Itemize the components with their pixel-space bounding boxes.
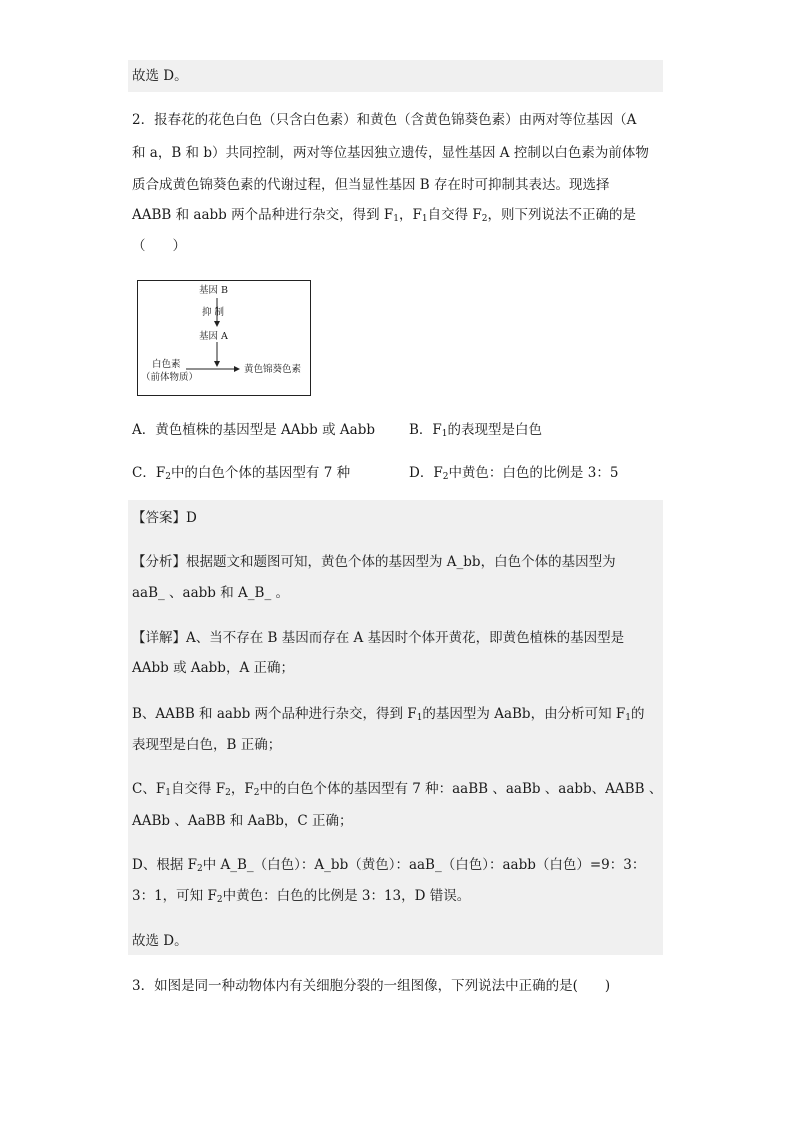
- answer-label: 【答案】: [132, 510, 186, 526]
- question2-line3: 质合成黄色锦葵色素的代谢过程，但当显性基因 B 存在时可抑制其表达。现选择: [132, 177, 610, 193]
- analysis-label: 【分析】: [132, 554, 186, 570]
- pathway-diagram: [137, 280, 311, 396]
- option-b: B．$F_1$的表现型是白色: [409, 422, 543, 439]
- answer-conclusion: 故选 D。: [132, 933, 188, 949]
- option-c: C．$F_2$中的白色个体的基因型有 7 种: [132, 465, 351, 482]
- prev-conclusion: 故选 D。: [132, 68, 188, 84]
- detail-b-line2: 表现型是白色，B 正确；: [132, 737, 282, 753]
- detail-b-line1: B、AABB 和 aabb 两个品种进行杂交，得到 $F_1$的基因型为 AaBb，由分析可知 $F_1$的: [132, 706, 645, 723]
- prev-answer-bg: [128, 60, 663, 92]
- detail-a-line2: AAbb 或 Aabb，A 正确；: [132, 660, 294, 676]
- option-d: D．$F_2$中黄色：白色的比例是 3：5: [409, 465, 619, 482]
- detail-d-line2: 3：1，可知 $F_2$中黄色：白色的比例是 3：13，D 错误。: [132, 888, 471, 905]
- detail-c-line2: AABb 、AaBB 和 AaBb，C 正确；: [132, 813, 353, 829]
- option-a: A．黄色植株的基因型是 AAbb 或 Aabb: [132, 422, 375, 438]
- question2-line1: 2．报春花的花色白色（只含白色素）和黄色（含黄色锦葵色素）由两对等位基因（A: [132, 112, 637, 128]
- inhibit-label: 抑 制: [202, 307, 225, 318]
- answer-line: [132, 509, 197, 527]
- detail-c-line1: C、$F_1$自交得 $F_2$，$F_2$中的白色个体的基因型有 7 种：aaBB 、aaBb 、aabb、AABB 、: [132, 781, 663, 798]
- white-pigment-label: 白色素: [152, 359, 181, 370]
- question3-line: 3．如图是同一种动物体内有关细胞分裂的一组图像，下列说法中正确的是( ): [132, 978, 611, 994]
- analysis-line2: aaB_ 、aabb 和 A_B_ 。: [132, 585, 289, 601]
- analysis-line1: 【分析】根据题文和题图可知，黄色个体的基因型为 A_bb，白色个体的基因型为: [132, 554, 616, 570]
- answer-value: D: [186, 510, 197, 526]
- question2-line2: 和 a，B 和 b）共同控制，两对等位基因独立遗传，显性基因 A 控制以白色素为前体物: [132, 145, 649, 161]
- yellow-pigment-label: 黄色锦葵色素: [244, 364, 302, 375]
- question2-number: 2．: [132, 112, 155, 128]
- question2-line4: AABB 和 aabb 两个品种进行杂交，得到 $F_1$，$F_1$自交得 $F_2$，则下列说法不正确的是: [132, 207, 637, 224]
- question2-blank: （ ）: [132, 238, 186, 254]
- gene-a-label: 基因 A: [199, 331, 228, 342]
- detail-label: 【详解】: [132, 630, 186, 646]
- question3-number: 3．: [132, 978, 155, 994]
- detail-a-line1: 【详解】A、当不存在 B 基因而存在 A 基因时个体开黄花，即黄色植株的基因型是: [132, 630, 625, 646]
- precursor-label: （前体物质）: [141, 372, 199, 383]
- gene-b-label: 基因 B: [199, 285, 229, 296]
- detail-d-line1: D、根据 $F_2$中 A_B_（白色）：A_bb（黄色）：aaB_（白色）：aabb（白色）=9：3：: [132, 857, 646, 874]
